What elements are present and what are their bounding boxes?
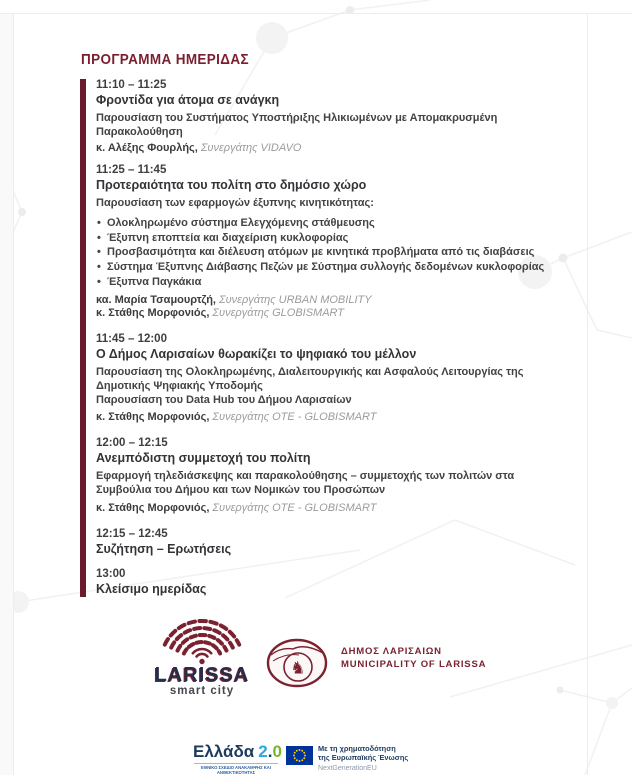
wifi-fan-icon bbox=[156, 606, 248, 666]
page-right-border bbox=[587, 13, 588, 775]
page-margin-strip bbox=[0, 13, 13, 775]
speaker-name: κ. Στάθης Μορφονιός, bbox=[96, 411, 210, 424]
eu-program: NextGenerationEU bbox=[318, 764, 377, 772]
session-time: 11:10 – 11:25 bbox=[96, 79, 167, 91]
session-3 bbox=[96, 332, 582, 425]
greece20-dot: . bbox=[267, 742, 273, 761]
speaker-name: κα. Μαρία Τσαμουρτζή, bbox=[96, 293, 216, 306]
session-time: 12:15 – 12:45 bbox=[96, 528, 168, 540]
speaker-name: κ. Στάθης Μορφονιός, bbox=[96, 306, 210, 319]
municipality-name-el: ΔΗΜΟΣ ΛΑΡΙΣΑΙΩΝ bbox=[341, 646, 442, 657]
session-description-line: Δημοτικής Ψηφιακής Υποδομής bbox=[96, 379, 263, 392]
speaker-line bbox=[96, 294, 582, 307]
eu-funding-line1: Με τη χρηματοδότηση bbox=[318, 744, 396, 753]
session-description-line: Παρουσίαση του Data Hub του Δήμου Λαρισαίων bbox=[96, 393, 352, 406]
session-description-line: Παρουσίαση του Συστήματος Υποστήριξης Ηλικιωμένων με Απομακρυσμένη bbox=[96, 112, 498, 124]
session-title: Συζήτηση – Ερωτήσεις bbox=[96, 542, 232, 556]
speaker-role: Συνεργάτης URBAN MOBILITY bbox=[218, 293, 372, 306]
session-2 bbox=[96, 163, 582, 320]
svg-text:♞: ♞ bbox=[290, 658, 306, 679]
session-title: Ο Δήμος Λαρισαίων θωρακίζει το ψηφιακό του μέλλον bbox=[96, 347, 417, 361]
session-title: Φροντίδα για άτομα σε ανάγκη bbox=[96, 93, 280, 107]
session-description-line: Παρουσίαση της Ολοκληρωμένης, Διαλειτουργικής και Ασφαλούς Λειτουργίας της bbox=[96, 366, 524, 378]
session-title: Ανεμπόδιστη συμμετοχή του πολίτη bbox=[96, 451, 311, 465]
speaker-role: Συνεργάτης GLOBISMART bbox=[212, 306, 345, 319]
session-time: 11:25 – 11:45 bbox=[96, 164, 167, 176]
bullet-item: • Έξυπνη εποπτεία και διαχείριση κυκλοφορίας bbox=[96, 231, 582, 246]
greece20-two: 2 bbox=[258, 742, 268, 761]
greece20-zero: 0 bbox=[272, 742, 282, 761]
municipality-name-en: MUNICIPALITY OF LARISSA bbox=[341, 658, 487, 670]
timeline-bar bbox=[80, 79, 86, 597]
larissa-logo-text: LARISSA bbox=[154, 664, 250, 686]
greece20-subtitle: ΕΘΝΙΚΟ ΣΧΕΔΙΟ ΑΝΑΚΑΜΨΗΣ ΚΑΙ ΑΝΘΕΚΤΙΚΟΤΗΤΑΣ bbox=[194, 763, 278, 775]
session-description-line: Συμβούλια του Δήμου και των Νομικών του Προσώπων bbox=[96, 483, 386, 496]
session-4 bbox=[96, 436, 582, 515]
bullet-item: • Έξυπνα Παγκάκια bbox=[96, 275, 582, 290]
eu-flag-icon bbox=[286, 746, 313, 765]
session-time: 11:45 – 12:00 bbox=[96, 333, 167, 345]
speaker-line bbox=[96, 142, 582, 155]
speaker-line bbox=[96, 411, 582, 424]
speaker-role: Συνεργάτης OTE - GLOBISMART bbox=[212, 501, 377, 514]
eu-funding-line2: της Ευρωπαϊκής Ένωσης bbox=[318, 753, 409, 763]
session-1 bbox=[96, 78, 582, 155]
speaker-line bbox=[96, 502, 582, 515]
speaker-role: Συνεργάτης VIDAVO bbox=[200, 141, 302, 154]
speaker-line bbox=[96, 307, 582, 320]
speaker-name: κ. Αλέξης Φουρλής, bbox=[96, 141, 198, 154]
session-time: 13:00 bbox=[96, 568, 126, 580]
page-left-border bbox=[13, 13, 14, 775]
bullet-item: • Προσβασιμότητα και διέλευση ατόμων με κινητικά προβλήματα από τις διαβάσεις bbox=[96, 245, 582, 260]
horse-seal-icon bbox=[265, 637, 329, 689]
bullet-item: • Σύστημα Έξυπνης Διάβασης Πεζών με Σύστημα συλλογής δεδομένων κυκλοφορίας bbox=[96, 260, 582, 275]
session-description-line: Εφαρμογή τηλεδιάσκεψης και παρακολούθησης – συμμετοχής των πολιτών στα bbox=[96, 470, 515, 482]
speaker-role: Συνεργάτης OTE - GLOBISMART bbox=[212, 411, 377, 424]
greece20-brand: Ελλάδα bbox=[193, 742, 255, 761]
bullet-item: • Ολοκληρωμένο σύστημα Ελεγχόμενης στάθμευσης bbox=[96, 216, 582, 231]
speaker-name: κ. Στάθης Μορφονιός, bbox=[96, 501, 210, 514]
session-description-line: Παρουσίαση των εφαρμογών έξυπνης κινητικότητας: bbox=[96, 197, 374, 209]
greece20-logo bbox=[193, 742, 282, 762]
page-top-border bbox=[0, 13, 632, 14]
session-5 bbox=[96, 527, 582, 557]
session-title: Κλείσιμο ημερίδας bbox=[96, 582, 207, 596]
page-title: ΠΡΟΓΡΑΜΜΑ ΗΜΕΡΙΔΑΣ bbox=[81, 51, 249, 68]
session-description-line: Παρακολούθηση bbox=[96, 125, 183, 138]
session-6 bbox=[96, 567, 582, 597]
session-time: 12:00 – 12:15 bbox=[96, 437, 168, 449]
session-title: Προτεραιότητα του πολίτη στο δημόσιο χώρο bbox=[96, 178, 367, 192]
larissa-logo-tagline: smart city bbox=[169, 685, 235, 697]
